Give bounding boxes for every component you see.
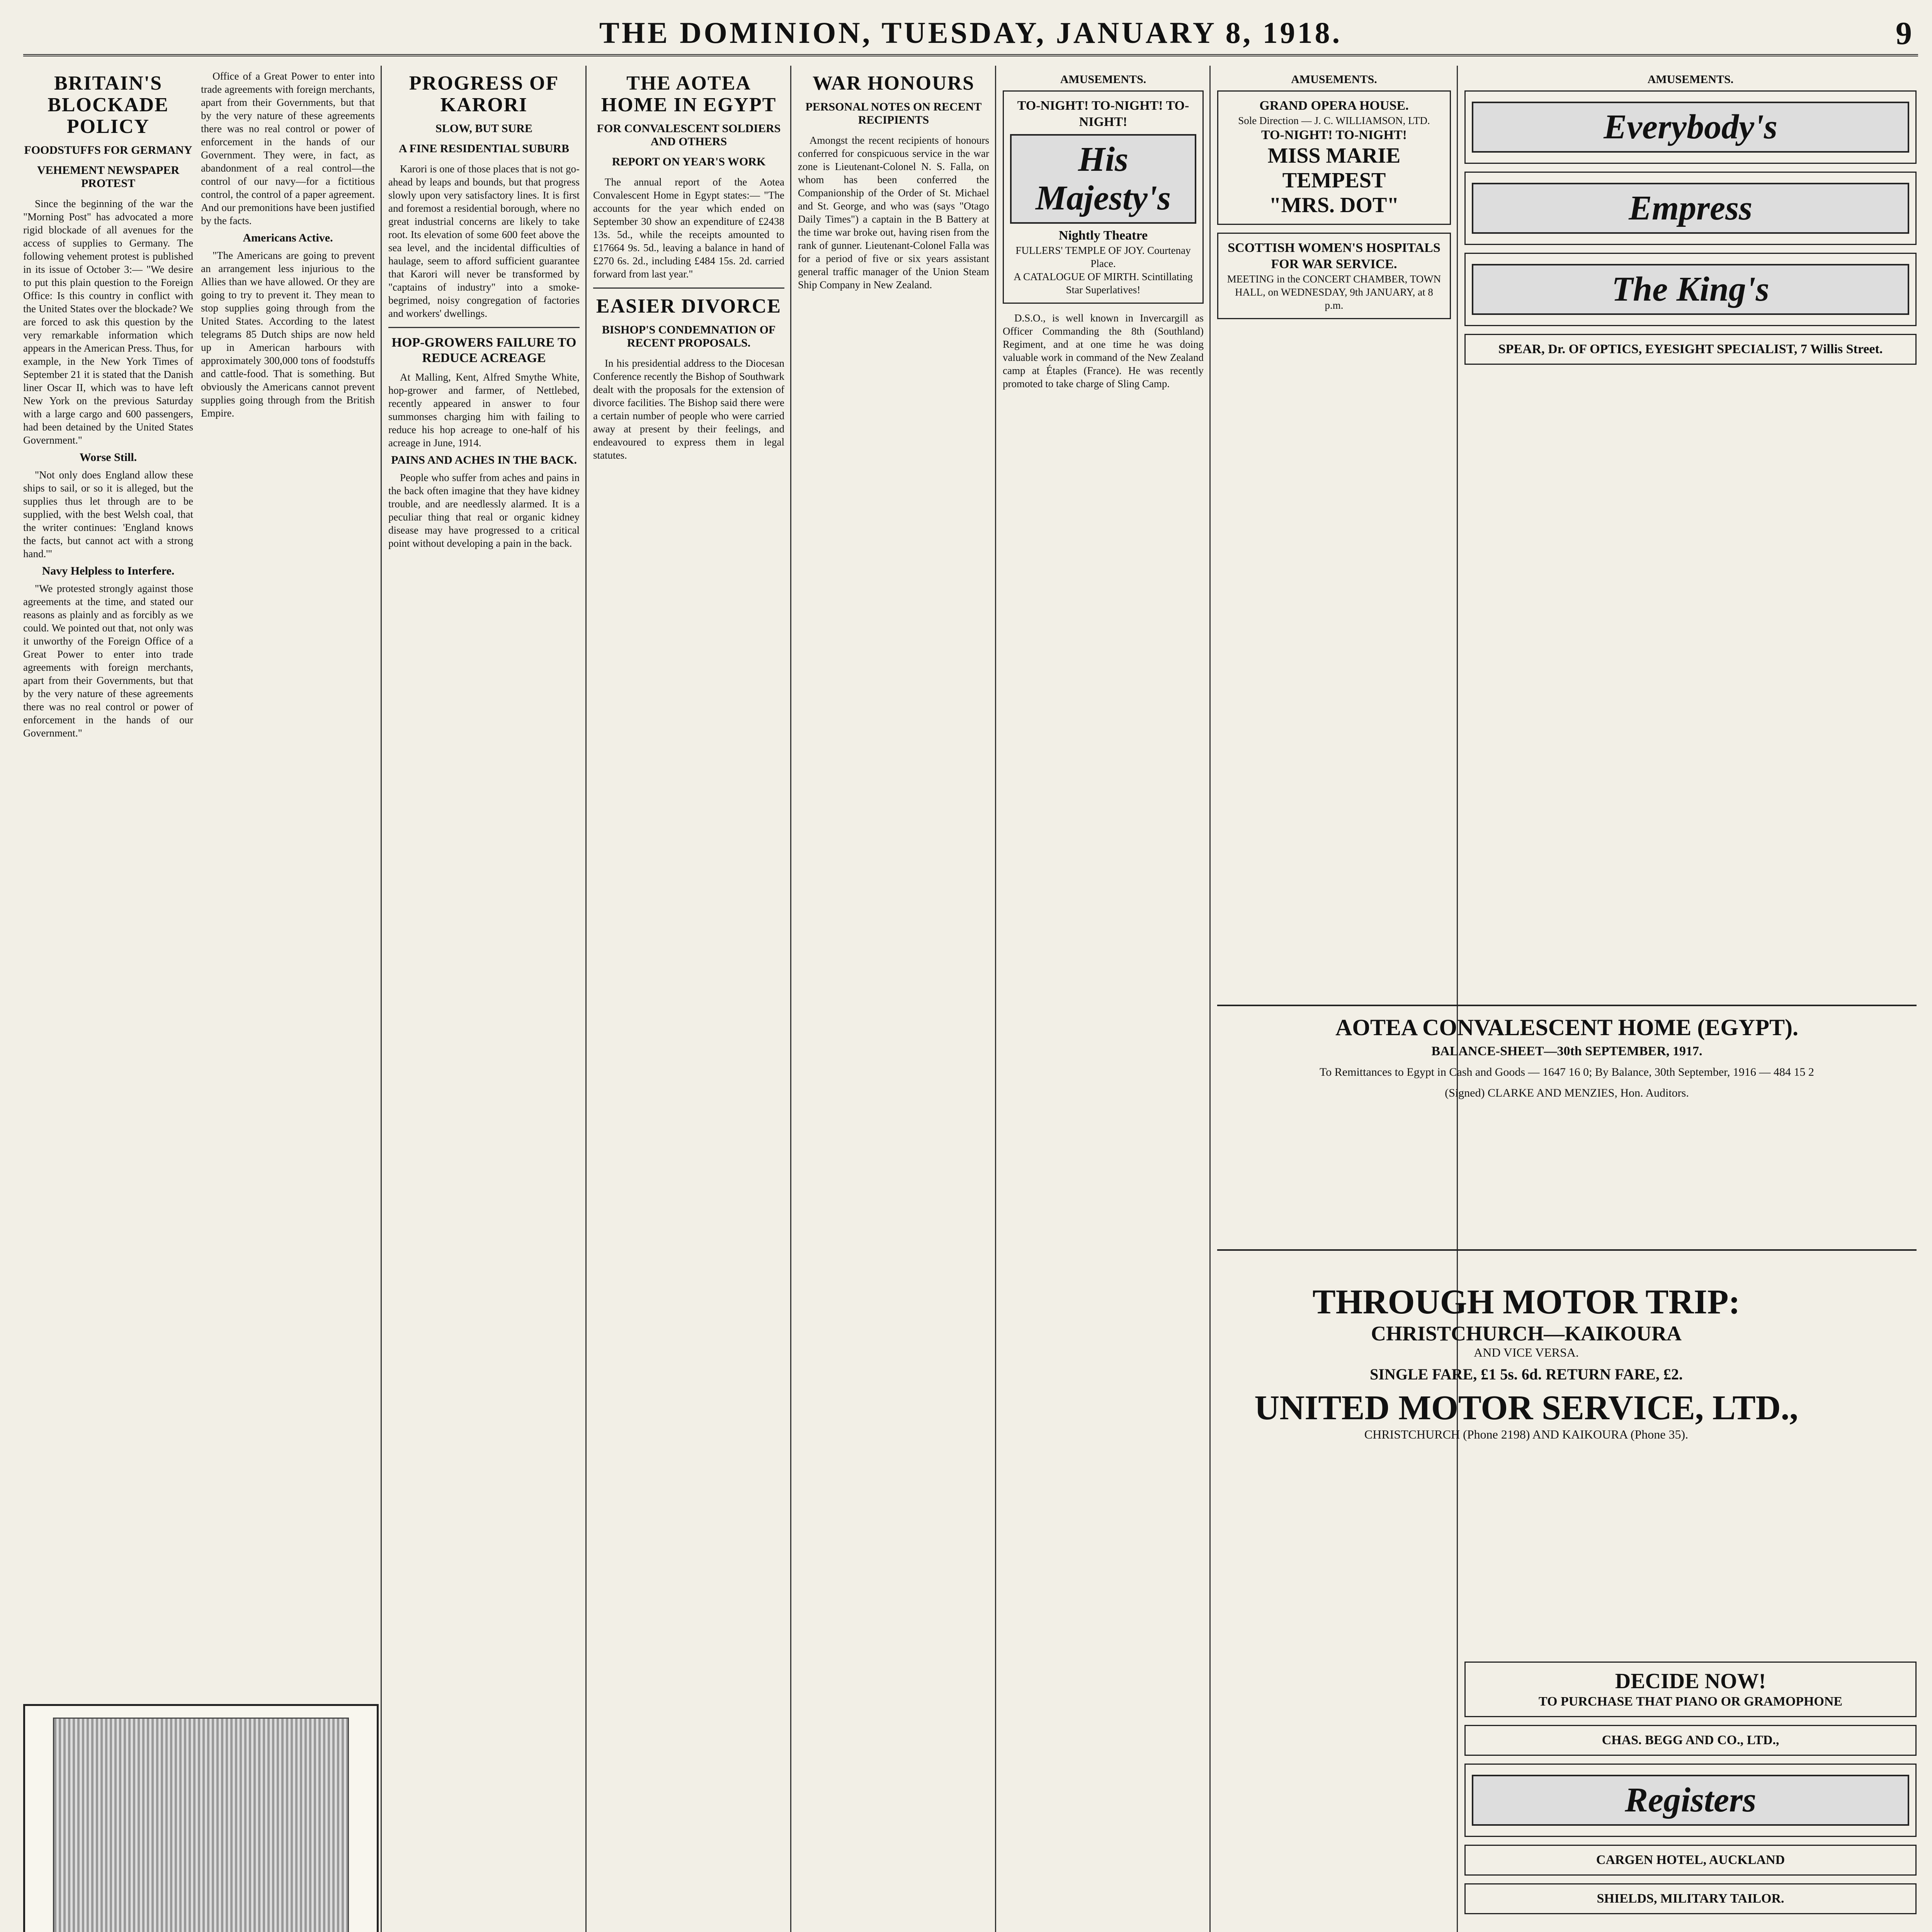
piano-advertisement xyxy=(1464,1662,1917,1717)
article-karori xyxy=(388,70,580,1932)
his-majestys-advertisement xyxy=(1003,90,1204,304)
kodak-illustration xyxy=(53,1718,349,1932)
section-heading: AMUSEMENTS. xyxy=(1647,73,1734,86)
headline: EASIER DIVORCE xyxy=(596,295,782,317)
page-number: 9 xyxy=(1896,15,1914,51)
empress-logo: Empress xyxy=(1472,183,1909,234)
ad-line: A CATALOGUE OF MIRTH. Scintillating Star Superlatives! xyxy=(1014,271,1193,296)
column-rule xyxy=(1457,66,1458,1932)
headline: BRITAIN'S BLOCKADE POLICY xyxy=(48,72,169,138)
ad-firm: UNITED MOTOR SERVICE, LTD., xyxy=(1254,1389,1798,1427)
grand-opera-house-advertisement xyxy=(1217,90,1451,225)
subheadline: VEHEMENT NEWSPAPER PROTEST xyxy=(37,164,180,190)
everybodys-logo: Everybody's xyxy=(1472,102,1909,153)
article-blockade-continued xyxy=(201,70,375,1691)
scottish-hospitals-advertisement xyxy=(1217,233,1451,319)
article-text: Office of a Great Power to enter into trade agreements with foreign merchants, apart from their Governments, but that by the very nature of these agreements there was no real control or power of enforcement in the hands of our Government. They were, in fact, as abandonment of a real control—the control of our navy—for a fictitious control, the control of a paper agreement. And our premonitions have been justified by the facts. xyxy=(201,70,375,226)
subheadline: A FINE RESIDENTIAL SUBURB xyxy=(399,142,569,155)
article-war-honours xyxy=(798,70,989,1932)
section-heading: Navy Helpless to Interfere. xyxy=(42,565,175,577)
ad-title: CARGEN HOTEL, AUCKLAND xyxy=(1596,1853,1785,1867)
ad-location: CHRISTCHURCH (Phone 2198) AND KAIKOURA (Phone 35). xyxy=(1364,1427,1689,1441)
article-text: D.S.O., is well known in Invercargill as Officer Commanding the 8th (Southland) Regiment, and at one time he was doing valuable work in command of the New Zealand camp at Étaples (France). He was recently promoted to take charge of Sling Camp. xyxy=(1003,312,1204,389)
article-blockade xyxy=(23,70,193,1691)
amusements-column-2 xyxy=(1217,70,1451,980)
headline: HOP-GROWERS FAILURE TO REDUCE ACREAGE xyxy=(391,335,577,365)
ad-line: Nightly Theatre xyxy=(1058,228,1148,243)
article-text: Amongst the recent recipients of honours conferred for conspicuous service in the war zone is Lieutenant-Colonel N. S. Falla, on whom has been conferred the Companionship of the Order of St. Michael and St. George, and who was (says "Otago Daily Times") a captain in the B Battery at the time war broke out, having risen from the rank of gunner. Lieutenant-Colonel Falla was for a period of five or six years assistant general traffic manager of the Union Steam Ship Company in New Zealand. xyxy=(798,134,989,291)
empress-advertisement xyxy=(1464,172,1917,245)
article-text: People who suffer from aches and pains in the back often imagine that they have kidney trouble, and are needlessly alarmed. It is a peculiar thing that real or organic kidney disease may have progressed to a critical point without developing a pain in the back. xyxy=(388,472,580,549)
ad-sub: TO PURCHASE THAT PIANO OR GRAMOPHONE xyxy=(1538,1694,1843,1709)
amusements-column-3 xyxy=(1464,70,1917,980)
column-rule xyxy=(790,66,791,1932)
ad-title: GRAND OPERA HOUSE. xyxy=(1259,99,1409,113)
article-text: "The Americans are going to prevent an arrangement less injurious to the Allies than we have allowed. Or they are going to try to prevent it. They mean to stop supplies going through from the United States. According to the latest telegrams 85 Dutch ships are now held up in American harbours with approximately 300,000 tons of foodstuffs and cattle-food. That is something. But obviously the Americans cannot prevent supplies going through from the British Empire. xyxy=(201,250,375,419)
subheadline: PERSONAL NOTES ON RECENT RECIPIENTS xyxy=(805,100,982,126)
spear-advertisement xyxy=(1464,334,1917,365)
ad-text: MEETING in the CONCERT CHAMBER, TOWN HALL, on WEDNESDAY, 9th JANUARY, at 8 p.m. xyxy=(1227,273,1441,311)
article-aotea xyxy=(593,70,784,1932)
headline: WAR HONOURS xyxy=(812,72,975,94)
headline: THE AOTEA HOME IN EGYPT xyxy=(601,72,777,116)
subheadline: REPORT ON YEAR'S WORK xyxy=(612,155,766,168)
divider xyxy=(593,287,784,289)
everybodys-advertisement xyxy=(1464,90,1917,164)
ad-line: FULLERS' TEMPLE OF JOY. Courtenay Place. xyxy=(1015,245,1191,269)
registers-advertisement xyxy=(1464,1764,1917,1837)
subheadline: FOR CONVALESCENT SOLDIERS AND OTHERS xyxy=(597,122,781,148)
ad-headline: THROUGH MOTOR TRIP: xyxy=(1312,1283,1740,1321)
article-text: The annual report of the Aotea Convalescent Home in Egypt states:— "The accounts for the year which ended on September 30 show an expenditure of £2438 13s. 5d., while the receipts amounted to £17664 9s. 5d., leaving a balance in hand of £270 6s. 2d., including £484 15s. 2d. carried forward from last year." xyxy=(593,176,784,280)
registers-logo: Registers xyxy=(1472,1775,1909,1826)
aotea-balance-sheet xyxy=(1217,1005,1917,1251)
column-rule xyxy=(995,66,996,1932)
ad-title: CHAS. BEGG AND CO., LTD., xyxy=(1602,1733,1779,1747)
shields-advertisement xyxy=(1464,1883,1917,1914)
subheadline: FOODSTUFFS FOR GERMANY xyxy=(24,144,192,156)
ad-title: SPEAR, Dr. OF OPTICS, EYESIGHT SPECIALIST, 7 Willis Street. xyxy=(1498,342,1883,356)
article-text: Karori is one of those places that is not go-ahead by leaps and bounds, but that progress slowly upon very satisfactory lines. It is first and foremost a residential borough, where no great industrial concerns are likely to take root. Its elevation of some 600 feet above the sea level, and the incidental difficulties of haulage, seem to afford sufficient guarantee that Karori will never be transformed by "captains of industry" into a smoke-begrimed, noisy congregation of factories and workers' dwellings. xyxy=(388,163,580,319)
amusements-column-1 xyxy=(1003,70,1204,1932)
sheet-signed: (Signed) CLARKE AND MENZIES, Hon. Auditors. xyxy=(1445,1087,1689,1099)
ad-title: SHIELDS, MILITARY TAILOR. xyxy=(1597,1891,1784,1906)
section-heading: Worse Still. xyxy=(79,451,137,464)
sheet-sub: BALANCE-SHEET—30th SEPTEMBER, 1917. xyxy=(1431,1044,1702,1058)
headline: PROGRESS OF KARORI xyxy=(409,72,559,116)
masthead-title: THE DOMINION, TUESDAY, JANUARY 8, 1918. xyxy=(599,16,1342,49)
ad-fare: SINGLE FARE, £1 5s. 6d. RETURN FARE, £2. xyxy=(1370,1366,1683,1383)
column-rule xyxy=(381,66,382,1932)
ad-text: Sole Direction — J. C. WILLIAMSON, LTD. xyxy=(1238,115,1430,126)
ad-headline: DECIDE NOW! xyxy=(1615,1669,1766,1693)
ad-play: "MRS. DOT" xyxy=(1269,193,1399,217)
ad-text: TO-NIGHT! TO-NIGHT! xyxy=(1261,128,1407,142)
article-text: Since the beginning of the war the "Morning Post" has advocated a more rigid blockade of all avenues for the access of supplies to Germany. The following vehement protest is published in its issue of October 3:— "We desire to put this plain question to the Foreign Office: Is this country in conflict with the United States over the blockade? We are forced to ask this question by the very remarkable information which appears in the American Press. Thus, for example, in the New York Times of September 21 it is stated that the Danish liner Oscar II, which was to have left New York on the previous Saturday with a large cargo and 600 passengers, had been detained by the United States Government." xyxy=(23,198,193,446)
theatre-logo: His Majesty's xyxy=(1010,134,1196,224)
divider xyxy=(388,327,580,328)
classified-column xyxy=(1464,1662,1917,1932)
sheet-title: AOTEA CONVALESCENT HOME (EGYPT). xyxy=(1335,1015,1798,1040)
section-heading: AMUSEMENTS. xyxy=(1060,73,1146,86)
subheadline: SLOW, BUT SURE xyxy=(435,122,532,135)
motor-trip-advertisement xyxy=(1148,1283,1905,1442)
subheadline: BISHOP'S CONDEMNATION OF RECENT PROPOSALS. xyxy=(602,323,776,349)
column-rule xyxy=(1209,66,1211,1932)
article-text: At Malling, Kent, Alfred Smythe White, hop-grower and farmer, of Nettlebed, recently appeared in answer to four summonses charging him with failing to reduce his hop acreage to one-half of his acreage in June, 1914. xyxy=(388,371,580,449)
kodak-advertisement xyxy=(23,1704,379,1932)
begg-advertisement xyxy=(1464,1725,1917,1756)
ad-sub: CHRISTCHURCH—KAIKOURA xyxy=(1371,1322,1682,1345)
section-heading: Americans Active. xyxy=(243,231,333,244)
ad-title: SCOTTISH WOMEN'S HOSPITALS FOR WAR SERVICE. xyxy=(1228,241,1440,271)
ad-sub: AND VICE VERSA. xyxy=(1474,1345,1579,1359)
kings-advertisement xyxy=(1464,253,1917,326)
article-text: "We protested strongly against those agreements at the time, and stated our reasons as plainly and as forcibly as we could. We pointed out that, not only was it unworthy of the Foreign Office of a Great Power to enter into trade agreements with foreign merchants, apart from their Governments, but that by the very nature of these agreements there was no real control or power of enforcement in the hands of our Government." xyxy=(23,583,193,739)
ad-line: TO-NIGHT! TO-NIGHT! TO-NIGHT! xyxy=(1017,99,1189,129)
kings-logo: The King's xyxy=(1472,264,1909,315)
column-rule xyxy=(585,66,587,1932)
section-heading: AMUSEMENTS. xyxy=(1291,73,1377,86)
sheet-line: To Remittances to Egypt in Cash and Goods — 1647 16 0; By Balance, 30th September, 1916 — 484 15 2 xyxy=(1320,1066,1814,1078)
article-text: "Not only does England allow these ships to sail, or so it is alleged, but the supplies thus let through are to be supplied, with the best Welsh coal, that the writer continues: 'England knows the facts, but cannot act with a strong hand.'" xyxy=(23,469,193,560)
cargen-hotel-advertisement xyxy=(1464,1845,1917,1876)
ad-star: MISS MARIE TEMPEST xyxy=(1267,144,1401,192)
masthead xyxy=(23,12,1918,56)
article-text: In his presidential address to the Diocesan Conference recently the Bishop of Southwark dealt with the proposals for the extension of divorce facilities. The Bishop said there were a certain number of people who were carried away at present by their feelings, and endeavoured to express them in legal statutes. xyxy=(593,357,784,461)
section-heading: PAINS AND ACHES IN THE BACK. xyxy=(391,454,577,466)
